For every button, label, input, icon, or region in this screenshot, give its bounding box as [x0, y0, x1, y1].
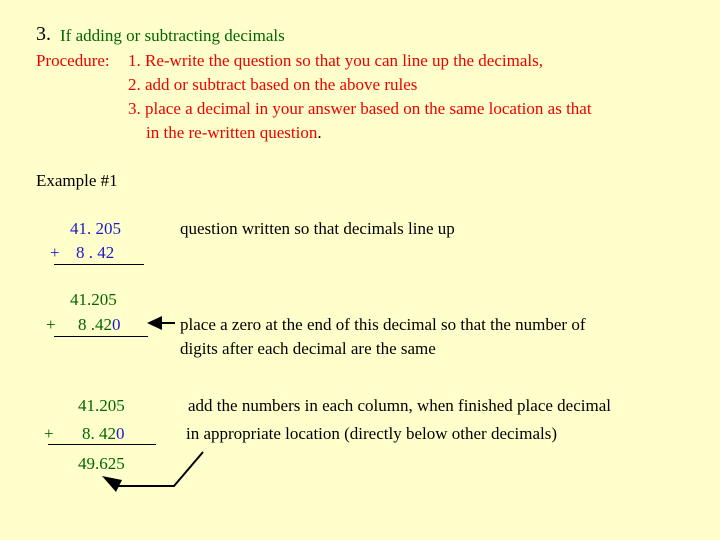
- procedure-label: Procedure:: [36, 51, 110, 70]
- step-c-plus-sign: +: [44, 424, 54, 443]
- step-c-curved-arrow-icon: [102, 452, 203, 492]
- step-b-note-line-1: place a zero at the end of this decimal so that the number of: [180, 315, 586, 334]
- step-a-plus-sign: +: [50, 243, 60, 262]
- step-c-note-line-1: add the numbers in each column, when finished place decimal: [188, 396, 611, 415]
- step-b-left-arrow-icon: [147, 316, 175, 330]
- step-b-bottom-number: 8 .420: [78, 315, 121, 334]
- step-a-top-number: 41. 205: [70, 219, 121, 238]
- step-a-bottom-number: 8 . 42: [76, 243, 115, 262]
- procedure-step-2: 2. add or subtract based on the above rules: [128, 75, 418, 94]
- example-label: Example #1: [36, 171, 118, 190]
- procedure-step-3: 3. place a decimal in your answer based on the same location as that: [128, 99, 592, 118]
- procedure-step-3-continued: in the re-written question.: [146, 123, 322, 142]
- step-c-top-number: 41.205: [78, 396, 125, 415]
- heading-number: 3.: [36, 23, 51, 45]
- step-b-plus-sign: +: [46, 315, 56, 334]
- step-a-note: question written so that decimals line up: [180, 219, 455, 238]
- step-b-note-line-2: digits after each decimal are the same: [180, 339, 436, 358]
- step-c-note-line-2: in appropriate location (directly below other decimals): [186, 424, 558, 443]
- step-c-bottom-number: 8. 420: [82, 424, 125, 443]
- step-c-result: 49.625: [78, 454, 125, 473]
- heading-title: If adding or subtracting decimals: [60, 26, 285, 45]
- step-b-top-number: 41.205: [70, 290, 117, 309]
- procedure-step-1: 1. Re-write the question so that you can line up the decimals,: [128, 51, 543, 70]
